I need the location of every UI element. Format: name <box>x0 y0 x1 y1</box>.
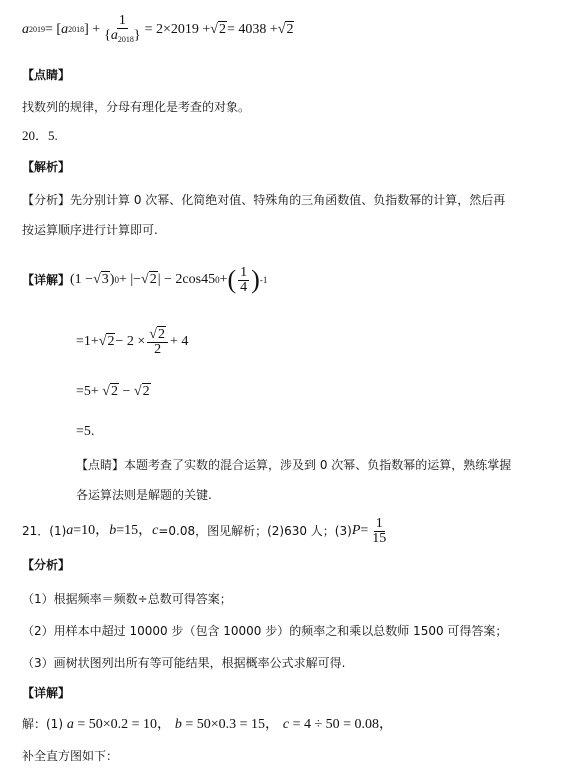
heading-dianjing: 【点睛】 <box>22 68 71 82</box>
var-a: a <box>22 22 29 37</box>
text: ) <box>109 272 115 287</box>
radicand: 2 <box>142 384 150 399</box>
radicand: 2 <box>218 22 226 37</box>
analysis-item-2: （2）用样本中超过 10000 步（包含 10000 步）的频率之和乘以总数师 1500 可得答案； <box>22 624 508 638</box>
step-3: =5. <box>76 424 95 439</box>
solution-line <box>22 716 393 733</box>
paragraph-fenxi-cont: 按运算顺序进行计算即可. <box>22 223 158 237</box>
analysis-item-3: （3）画树状图列出所有等可能结果，根据概率公式求解可得. <box>22 656 346 670</box>
sqrt: √2 <box>98 334 115 349</box>
exponent: 0 <box>114 275 119 285</box>
paragraph-dianjing-cont: 各运算法则是解题的关键. <box>76 488 212 502</box>
denominator: 4 <box>240 279 248 295</box>
sqrt: √2 <box>149 326 165 342</box>
question-number-20: 20．5. <box>22 128 58 143</box>
text: + 4 <box>169 334 189 349</box>
var-b: b <box>109 523 117 538</box>
numerator: 1 <box>240 264 248 280</box>
radicand: 2 <box>157 326 165 342</box>
radicand: 2 <box>110 384 118 399</box>
numerator: 1 <box>375 515 383 531</box>
text: =15， <box>116 523 153 538</box>
text: (1 − <box>70 272 94 287</box>
text: = 50×0.3 = 15， <box>181 717 280 732</box>
fraction <box>102 14 142 47</box>
heading-xiangjie: 【详解】 <box>22 273 71 287</box>
text: = <box>360 523 369 538</box>
heading-xiangjie: 【详解】 <box>22 686 71 700</box>
text: 21．(1) <box>22 524 67 538</box>
text: } <box>133 27 141 43</box>
text: − 2 × <box>115 334 146 349</box>
analysis-item-1: （1）根据频率＝频数÷总数可得答案； <box>22 592 232 606</box>
text: = 4038 + <box>226 22 278 37</box>
var-a: a <box>61 22 69 37</box>
text: = 2×2019 + <box>144 22 211 37</box>
text: = 4 ÷ 50 = 0.08， <box>289 717 394 732</box>
paragraph-fenxi: 【分析】先分别计算 0 次幂、化简绝对值、特殊角的三角函数值、负指数幂的计算，然后再 <box>22 193 506 207</box>
equation-xiangjie <box>22 258 267 302</box>
step-2 <box>76 384 151 400</box>
heading-fenxi: 【分析】 <box>22 558 71 572</box>
subscript: 2018 <box>68 25 85 34</box>
fraction <box>370 517 388 546</box>
sqrt: √2 <box>210 22 226 37</box>
sqrt: √2 <box>141 272 157 287</box>
text: 解：(1) <box>22 717 67 731</box>
text: + <box>219 272 228 287</box>
var-c: c <box>152 523 159 538</box>
paren-close: ) <box>251 265 260 294</box>
subscript: 2019 <box>29 25 45 34</box>
radicand: 2 <box>107 334 115 349</box>
denominator: 15 <box>372 530 387 546</box>
expression <box>70 266 267 295</box>
text: =0.08，图见解析；(2)630 人；(3) <box>158 524 352 538</box>
text: + |− <box>118 272 142 287</box>
text: { <box>104 27 111 43</box>
denominator <box>102 29 142 47</box>
sqrt: √3 <box>93 272 109 287</box>
text: = 50×0.2 = 10， <box>73 717 172 732</box>
denominator: 2 <box>154 341 162 357</box>
numerator: 1 <box>118 12 126 28</box>
subscript: 2018 <box>117 34 134 44</box>
text: = [ <box>45 22 62 37</box>
numerator <box>147 328 168 343</box>
exponent: -1 <box>259 275 268 285</box>
text: − <box>118 384 134 399</box>
fraction <box>147 328 168 357</box>
radicand: 2 <box>286 22 294 37</box>
question-number-21 <box>22 513 390 549</box>
fraction <box>238 266 249 295</box>
paragraph-histogram: 补全直方图如下： <box>22 749 119 763</box>
text: =1+ <box>76 334 99 349</box>
text: =10， <box>73 523 110 538</box>
text: | − 2cos45 <box>157 272 216 287</box>
exponent: 0 <box>215 275 220 285</box>
sqrt: √2 <box>277 22 294 37</box>
var-a: a <box>110 27 118 43</box>
step-1 <box>76 322 188 362</box>
paren-open: ( <box>227 265 237 294</box>
var-c: c <box>282 717 290 732</box>
sqrt: √2 <box>133 384 150 399</box>
paragraph: 找数列的规律，分母有理化是考查的对象。 <box>22 100 251 114</box>
equation-a2019 <box>22 10 294 50</box>
paragraph-dianjing: 【点睛】本题考查了实数的混合运算，涉及到 0 次幂、负指数幂的运算，熟练掌握 <box>76 458 512 472</box>
radicand: 2 <box>149 272 157 287</box>
var-a: a <box>66 717 74 732</box>
text: ] + <box>84 22 101 37</box>
heading-jiexi: 【解析】 <box>22 160 71 174</box>
radicand: 3 <box>101 272 109 287</box>
var-a: a <box>66 523 74 538</box>
var-b: b <box>174 717 182 732</box>
var-p: P <box>351 523 361 538</box>
text: =5+ <box>76 384 103 399</box>
sqrt: √2 <box>102 384 118 399</box>
